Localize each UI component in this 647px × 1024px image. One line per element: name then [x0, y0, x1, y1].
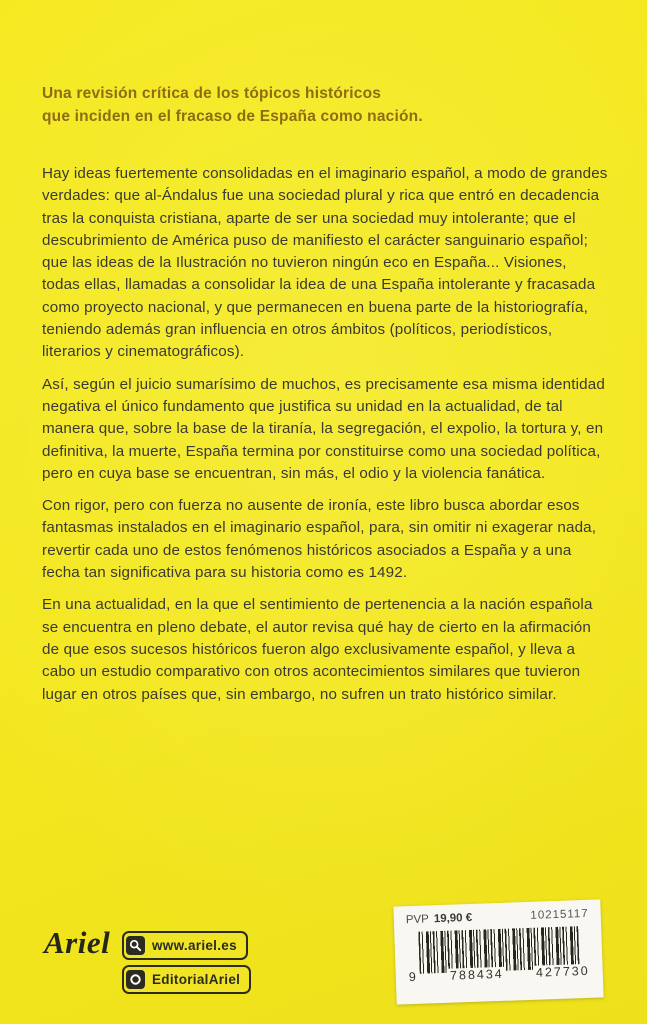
- social-label: EditorialAriel: [152, 972, 241, 987]
- publisher-logo: Ariel: [44, 925, 111, 960]
- isbn-group-1: 9: [408, 969, 419, 985]
- reference-number: 10215117: [530, 907, 589, 922]
- price-label: PVP: [405, 913, 430, 927]
- social-icon: [126, 970, 145, 989]
- tagline-line-2: que inciden en el fracaso de España como nación.: [42, 108, 423, 125]
- website-label: www.ariel.es: [152, 938, 237, 953]
- synopsis-paragraph-2: Así, según el juicio sumarísimo de muchos, es precisamente esa misma identidad negativa el único fundamento que justifica su unidad en la actualidad, de tal manera que, sobre la base de la tiranía, la segregación, el expolio, la tortura y, en definitiva, la muerte, España termina por constituirse como una sociedad política, pero en cuya base se encuentran, sin más, el odio y la violencia fanática.: [42, 375, 605, 482]
- tagline-line-1: Una revisión crítica de los tópicos históricos: [42, 85, 382, 102]
- isbn-group-2: 788434: [449, 966, 504, 983]
- synopsis-paragraph-3: Con rigor, pero con fuerza no ausente de ironía, este libro busca abordar esos fantasmas instalados en el imaginario español, para, sin omitir ni exagerar nada, revertir cada uno de estos fenómenos históricos asociados a España y a una fecha tan significativa para su historia como es 1492.: [42, 497, 597, 582]
- publisher-links: [122, 931, 251, 994]
- price: [406, 912, 473, 926]
- synopsis: [42, 163, 608, 716]
- sticker-top-row: [404, 908, 591, 927]
- synopsis-paragraph-4: En una actualidad, en la que el sentimiento de pertenencia a la nación española se encuentra en pleno debate, el autor revisa qué hay de cierto en la afirmación de que esos sucesos históricos fueron algo exclusivamente español, y lleva a cabo un estudio comparativo con otros acontecimientos similares que tuvieron lugar en otros países que, sin embargo, no sufren un trato histórico similar.: [42, 596, 593, 703]
- synopsis-paragraph-1: Hay ideas fuertemente consolidadas en el imaginario español, a modo de grandes verdades: que al-Ándalus fue una sociedad plural y rica que entró en decadencia tras la conquista cristiana, aparte de ser una sociedad muy intolerante; que el descubrimiento de América puso de manifiesto el carácter sanguinario español; que las ideas de la Ilustración no tuvieron ningún eco en España... Visiones, todas ellas, llamadas a consolidar la idea de una España intolerante y fracasada como proyecto nacional, y que permanecen en buena parte de la historiografía, teniendo además gran influencia en otros ámbitos (políticos, periodísticos, literarios y cinematográficos).: [42, 165, 608, 361]
- price-barcode-sticker: [393, 899, 603, 1004]
- isbn-group-3: 427730: [535, 963, 590, 980]
- tagline: [42, 82, 607, 128]
- social-badge: [122, 965, 251, 994]
- search-icon: [126, 936, 145, 955]
- website-badge: [122, 931, 248, 960]
- price-value: 19,90 €: [433, 911, 473, 926]
